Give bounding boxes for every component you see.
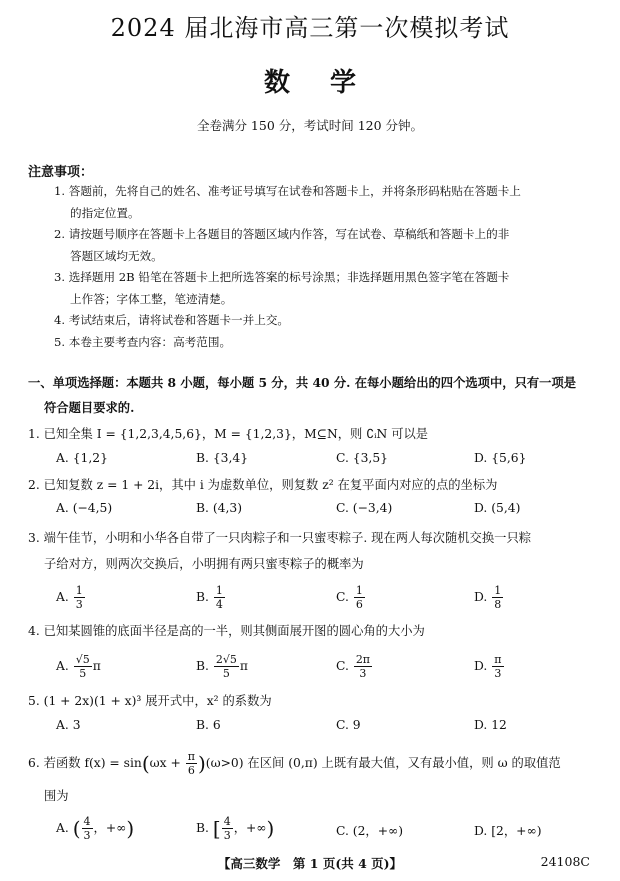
question-1-stem: 1. 已知全集 I = {1,2,3,4,5,6}，M = {1,2,3}，M⊆N，则 ∁ᵢN 可以是 xyxy=(28,427,429,441)
option-a: A. $\frac{1}{3}$ xyxy=(56,584,83,611)
question-6-stem: 6. 若函数 f(x) = sin(ωx + $\frac{\pi}{6}$ )(ω>0) 在区间 (0,π) 上既有最大值，又有最小值，则 ω 的取值范 围为 xyxy=(28,750,561,803)
question-5-stem: 5. (1 + 2x)(1 + x)³ 展开式中，x² 的系数为 xyxy=(28,694,272,708)
option-b: B. $\frac{1}{4}$ xyxy=(196,584,223,611)
exam-title: 2024 届北海市高三第一次模拟考试 xyxy=(110,14,510,42)
option-a: A. 3 xyxy=(56,718,81,732)
option-b: B. 6 xyxy=(196,718,221,732)
question-5-options xyxy=(56,718,596,748)
footer-code: 24108C xyxy=(540,854,590,869)
option-d: D. 12 xyxy=(474,718,507,732)
option-d: D. $\frac{1}{8}$ xyxy=(474,584,502,611)
section-heading: 一、单项选择题：本题共 8 小题，每小题 5 分，共 40 分. 在每小题给出的四个选项中，只有一项是 符合题目要求的. xyxy=(28,375,577,415)
question-6-options xyxy=(56,815,596,845)
question-4-options xyxy=(56,653,596,683)
option-a: A. (−4,5) xyxy=(56,501,113,515)
note-item: 5. 本卷主要考查内容：高考范围。 xyxy=(54,334,232,349)
option-d: D. (5,4) xyxy=(474,501,521,515)
option-a: A. {1,2} xyxy=(56,451,108,465)
footer-page-info: 【高三数学 第 1 页(共 4 页)】 xyxy=(217,856,403,871)
subject-title: 数学 xyxy=(263,68,396,98)
option-b: B. (4,3) xyxy=(196,501,243,515)
option-b: B. [ $\frac{4}{3}$ ，+∞) xyxy=(196,815,275,842)
option-c: C. (2，+∞) xyxy=(336,824,404,838)
option-c: C. {3,5} xyxy=(336,451,388,465)
question-2-stem: 2. 已知复数 z = 1 + 2i，其中 i 为虚数单位，则复数 z² 在复平面内对应的点的坐标为 xyxy=(28,478,498,492)
option-c: C. (−3,4) xyxy=(336,501,393,515)
notes-heading: 注意事项： xyxy=(28,165,94,180)
note-item: 4. 考试结束后，请将试卷和答题卡一并上交。 xyxy=(54,313,290,327)
option-c: C. 9 xyxy=(336,718,361,732)
question-3-options xyxy=(56,584,596,614)
option-d: D. $\frac{\pi}{3}$ xyxy=(474,653,502,680)
note-item: 2. 请按题号顺序在答题卡上各题目的答题区域内作答，写在试卷、草稿纸和答题卡上的非 答题区域均无效。 xyxy=(54,227,510,263)
option-c: C. $\frac{1}{6}$ xyxy=(336,584,363,611)
option-b: B. {3,4} xyxy=(196,451,249,465)
exam-meta: 全卷满分 150 分，考试时间 120 分钟。 xyxy=(196,118,424,133)
option-a: A. $\frac{√5}{5}$ π xyxy=(56,653,101,680)
question-3-stem: 3. 端午佳节，小明和小华各自带了一只肉粽子和一只蜜枣粽子. 现在两人每次随机交换一只粽 子给对方，则两次交换后，小明拥有两只蜜枣粽子的概率为 xyxy=(28,531,532,571)
option-a: A. ( $\frac{4}{3}$ ，+∞) xyxy=(56,815,135,842)
note-item: 3. 选择题用 2B 铅笔在答题卡上把所选答案的标号涂黑；非选择题用黑色签字笔在答题卡 上作答；字体工整，笔迹清楚。 xyxy=(54,270,510,306)
option-d: D. {5,6} xyxy=(474,451,527,465)
option-c: C. $\frac{2\pi}{3}$ xyxy=(336,653,371,680)
option-d: D. [2，+∞) xyxy=(474,824,542,838)
notes-list xyxy=(54,181,594,353)
question-4-stem: 4. 已知某圆锥的底面半径是高的一半，则其侧面展开图的圆心角的大小为 xyxy=(28,624,425,638)
note-item: 1. 答题前，先将自己的姓名、准考证号填写在试卷和答题卡上，并将条形码粘贴在答题卡上 的指定位置。 xyxy=(54,184,521,220)
option-b: B. $\frac{2√5}{5}$ π xyxy=(196,653,248,680)
